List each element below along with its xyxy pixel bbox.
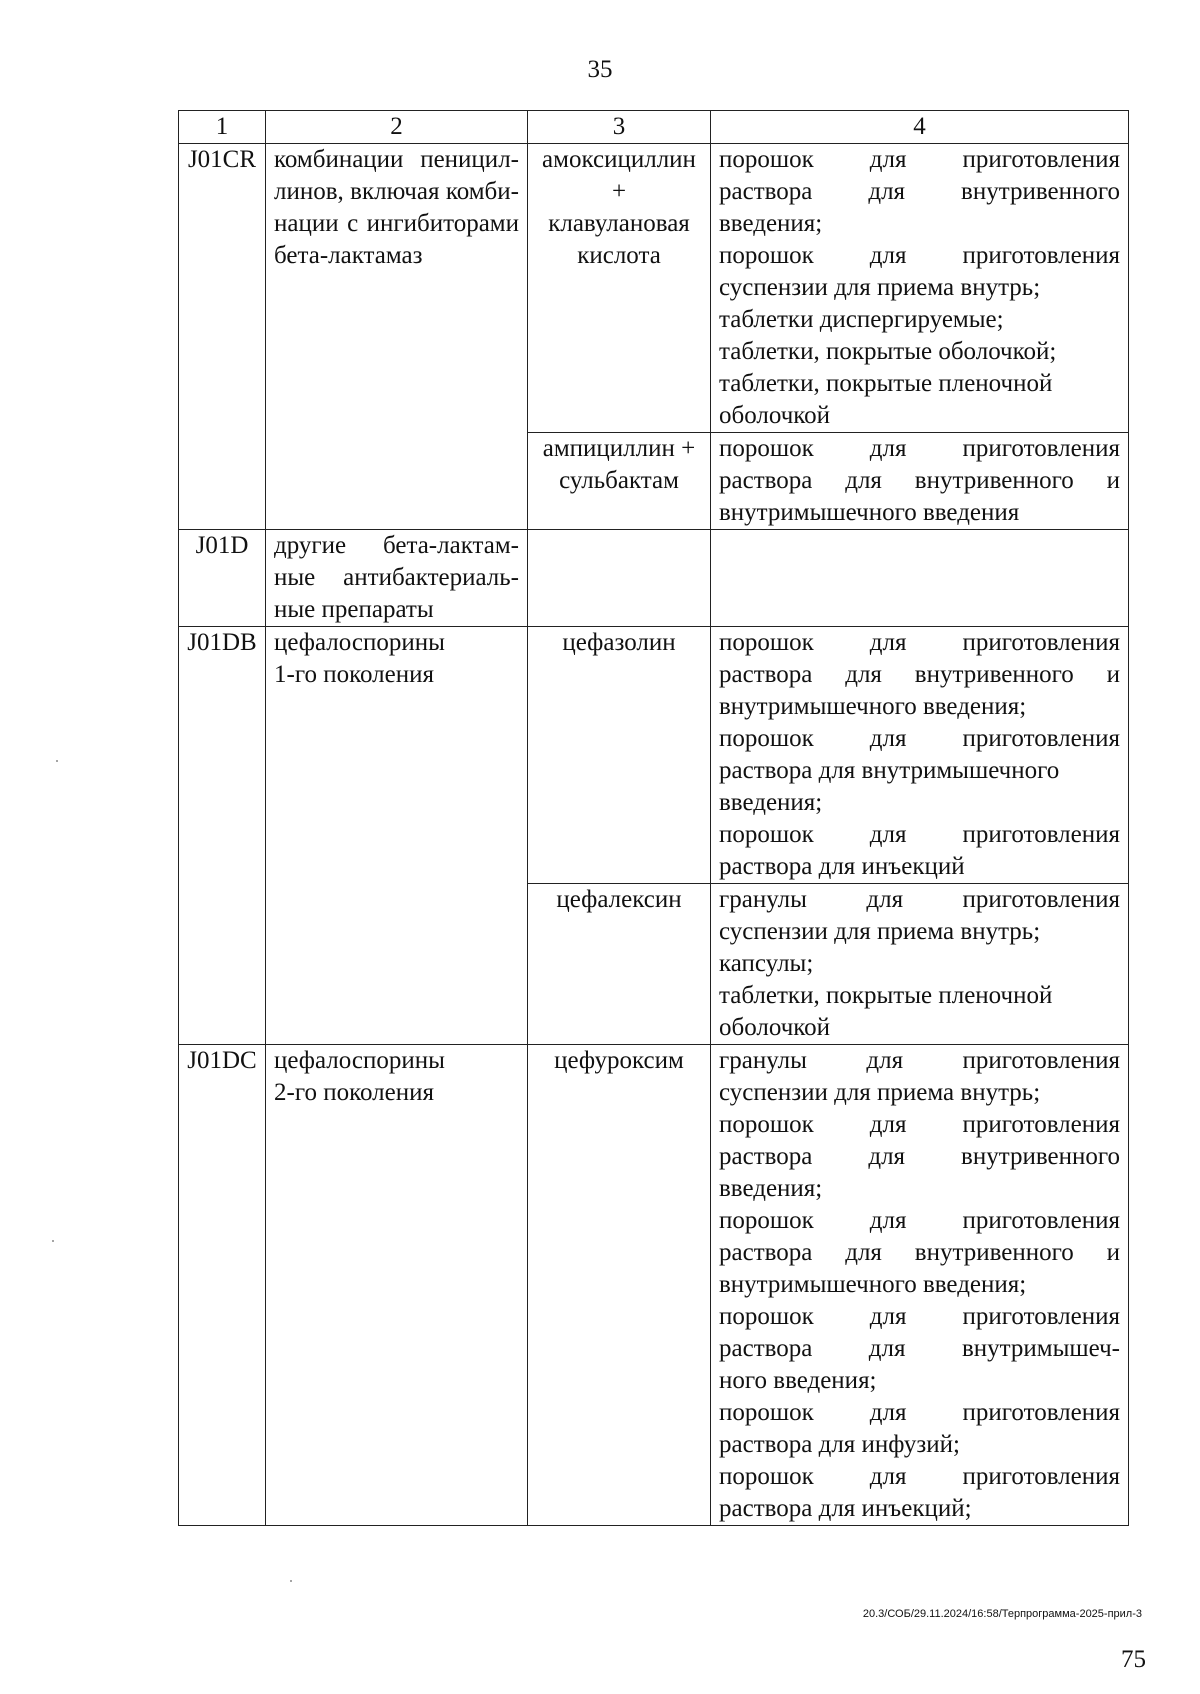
drug-name-cell: цефалексин: [528, 884, 711, 1045]
atc-code-cell: J01DB: [179, 627, 266, 1045]
column-header-2: 2: [266, 111, 528, 144]
drug-name-cell: ампициллин + сульбактам: [528, 433, 711, 530]
atc-code-cell: J01CR: [179, 144, 266, 530]
atc-code-cell: J01D: [179, 530, 266, 627]
drug-name-cell: амоксициллин + клавулановая кислота: [528, 144, 711, 433]
scan-speck: [290, 1580, 292, 1582]
page-number-top: 35: [587, 56, 613, 83]
page-number-bottom: 75: [1121, 1646, 1146, 1673]
column-header-1: 1: [179, 111, 266, 144]
scan-speck: [56, 760, 58, 762]
scan-speck: [52, 1240, 54, 1242]
table-row: [179, 530, 1129, 627]
header-row: [179, 111, 1129, 144]
atc-code-cell: J01DC: [179, 1045, 266, 1526]
group-name-cell: другие бета-лактам- ные антибактериаль- ные препараты: [266, 530, 528, 627]
dosage-forms-cell: [711, 530, 1129, 627]
medication-table: [178, 110, 1129, 1526]
table-row: [179, 1045, 1129, 1526]
group-name-cell: комбинации пеницил- линов, включая комби- нации с ингибиторами бета-лактамаз: [266, 144, 528, 530]
document-reference: 20.3/СОБ/29.11.2024/16:58/Терпрограмма-2025-прил-3: [862, 1608, 1142, 1620]
column-header-3: 3: [528, 111, 711, 144]
dosage-forms-cell: порошок для приготовления раствора для внутривенного и внутримышечного введения; порошок для приготовления раствора для внутримышечного введения; порошок для приготовления раствора для инъекций: [711, 627, 1129, 884]
group-name-cell: цефалоспорины 1-го поколения: [266, 627, 528, 1045]
column-header-4: 4: [711, 111, 1129, 144]
dosage-forms-cell: гранулы для приготовления суспензии для приема внутрь; капсулы; таблетки, покрытые пленочной оболочкой: [711, 884, 1129, 1045]
group-name-cell: цефалоспорины 2-го поколения: [266, 1045, 528, 1526]
dosage-forms-cell: порошок для приготовления раствора для внутривенного введения; порошок для приготовления суспензии для приема внутрь; таблетки диспергируемые; таблетки, покрытые оболочкой; таблетки, покрытые пленочной оболочкой: [711, 144, 1129, 433]
drug-name-cell: цефазолин: [528, 627, 711, 884]
table-row: [179, 627, 1129, 884]
dosage-forms-cell: порошок для приготовления раствора для внутривенного и внутримышечного введения: [711, 433, 1129, 530]
dosage-forms-cell: гранулы для приготовления суспензии для приема внутрь; порошок для приготовления раствора для внутривенного введения; порошок для приготовления раствора для внутривенного и внутримышечного введения; порошок для приготовления раствора для внутримышеч- ного введения; порошок для приготовления раствора для инфузий; порошок для приготовления раствора для инъекций;: [711, 1045, 1129, 1526]
drug-name-cell: цефуроксим: [528, 1045, 711, 1526]
drug-name-cell: [528, 530, 711, 627]
table-row: [179, 144, 1129, 433]
